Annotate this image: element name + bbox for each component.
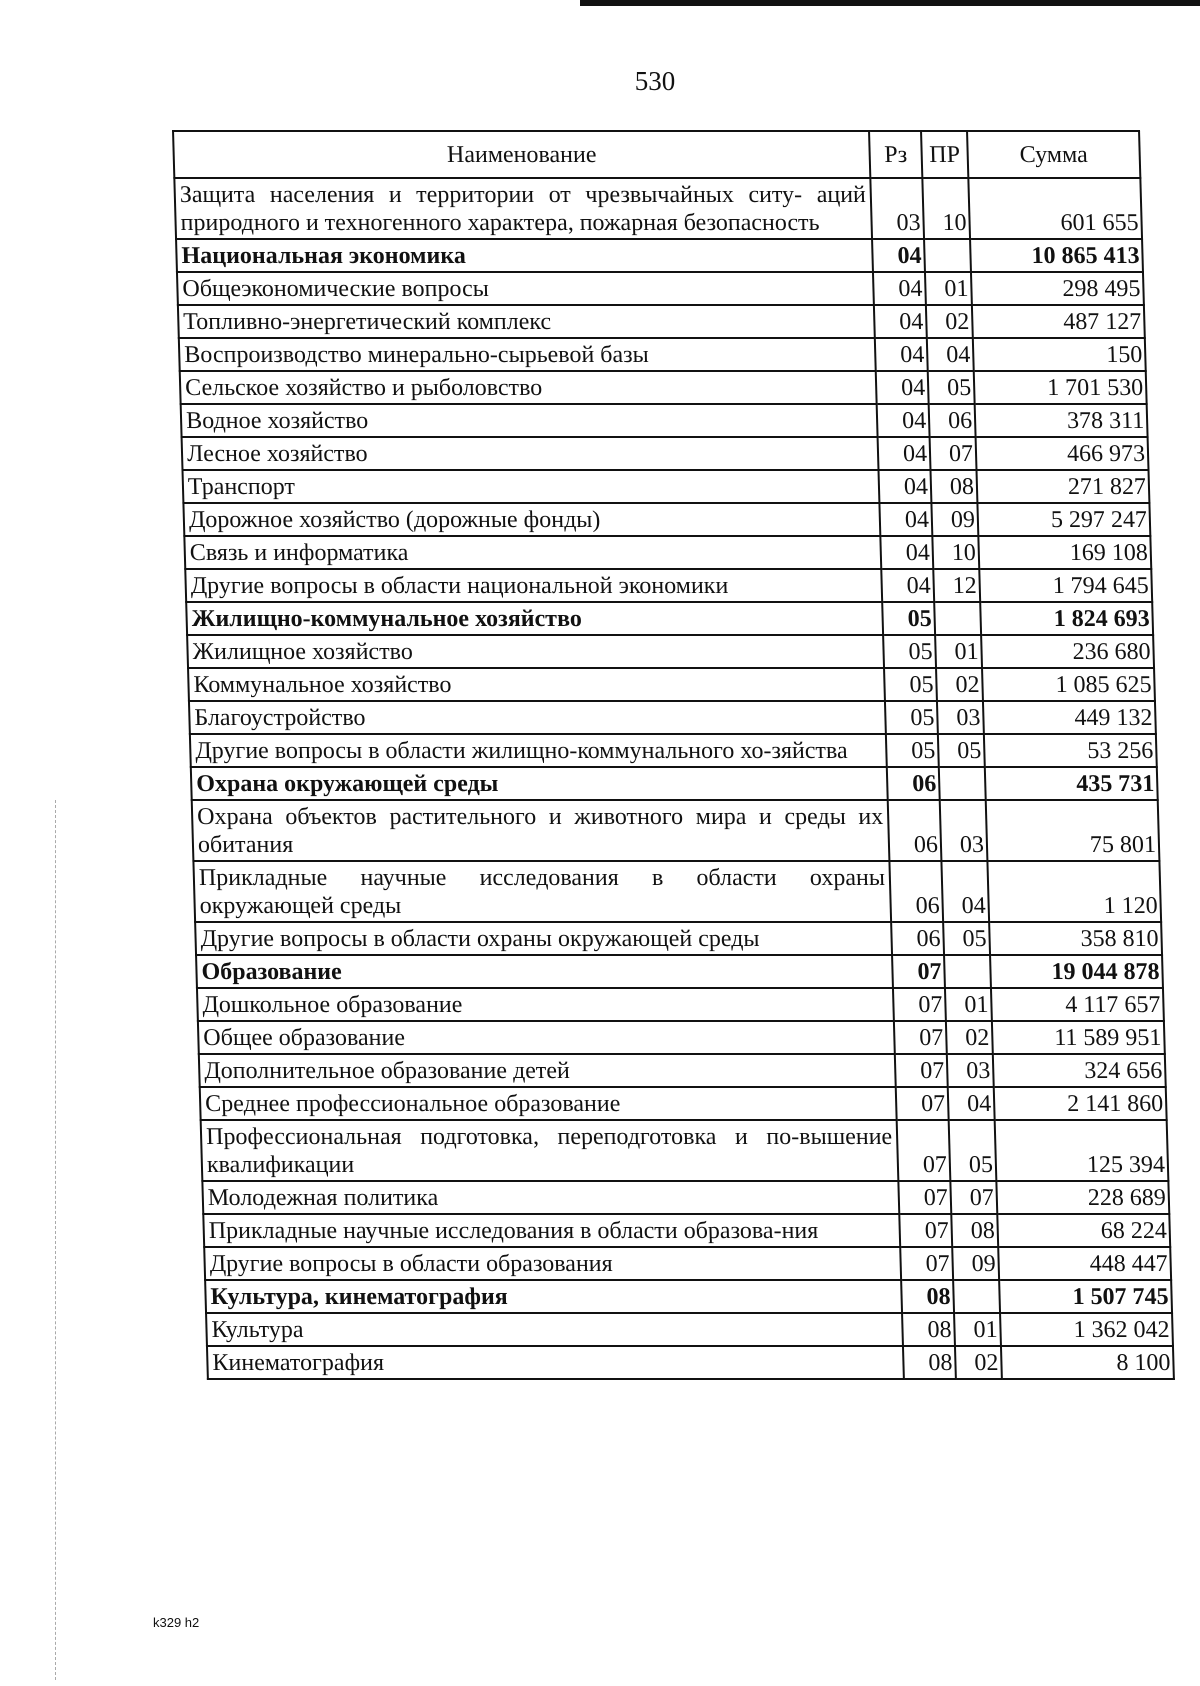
row-rz: 04 <box>873 272 926 305</box>
row-pr: 09 <box>931 503 978 536</box>
row-sum: 10 865 413 <box>970 239 1143 272</box>
row-sum: 601 655 <box>968 178 1142 239</box>
row-pr: 01 <box>925 272 972 305</box>
row-sum: 169 108 <box>978 536 1151 569</box>
row-name: Кинематография <box>207 1346 904 1379</box>
header-row <box>173 131 1140 178</box>
row-rz: 07 <box>899 1214 952 1247</box>
row-name: Прикладные научные исследования в области образова-ния <box>203 1214 900 1247</box>
row-pr: 03 <box>947 1054 994 1087</box>
row-pr: 05 <box>949 1120 997 1181</box>
row-name: Профессиональная подготовка, переподготовка и по-вышение квалификации <box>201 1120 899 1181</box>
table-row <box>181 404 1148 437</box>
header-sum: Сумма <box>967 131 1140 178</box>
row-sum: 448 447 <box>998 1247 1171 1280</box>
row-name: Образование <box>196 955 893 988</box>
table-row <box>195 922 1162 955</box>
row-pr <box>939 767 986 800</box>
row-name: Прикладные научные исследования в области охраны окружающей среды <box>193 861 891 922</box>
header-rz: Рз <box>869 131 922 178</box>
row-name: Топливно-энергетический комплекс <box>178 305 875 338</box>
row-sum: 236 680 <box>981 635 1154 668</box>
row-name: Защита населения и территории от чрезвычайных ситу- аций природного и техногенного характера, пожарная безопасность <box>174 178 872 239</box>
row-name: Другие вопросы в области национальной экономики <box>185 569 882 602</box>
row-name: Культура, кинематография <box>205 1280 902 1313</box>
table-row <box>207 1346 1174 1379</box>
header-name: Наименование <box>173 131 870 178</box>
row-pr: 12 <box>933 569 980 602</box>
row-rz: 07 <box>900 1247 953 1280</box>
row-name: Культура <box>206 1313 903 1346</box>
row-name: Жилищное хозяйство <box>187 635 884 668</box>
row-name: Дошкольное образование <box>197 988 894 1021</box>
row-sum: 1 794 645 <box>979 569 1152 602</box>
row-sum: 1 507 745 <box>999 1280 1172 1313</box>
row-rz: 07 <box>895 1054 948 1087</box>
row-name: Связь и информатика <box>184 536 881 569</box>
row-pr: 05 <box>938 734 985 767</box>
row-rz: 07 <box>893 988 946 1021</box>
row-name: Водное хозяйство <box>181 404 878 437</box>
row-rz: 06 <box>888 800 942 861</box>
row-sum: 125 394 <box>995 1120 1169 1181</box>
table-row <box>189 701 1156 734</box>
row-rz: 04 <box>881 569 934 602</box>
row-sum: 4 117 657 <box>991 988 1164 1021</box>
row-name: Сельское хозяйство и рыболовство <box>180 371 877 404</box>
row-rz: 04 <box>878 437 931 470</box>
row-pr: 09 <box>952 1247 999 1280</box>
header-pr: ПР <box>921 131 968 178</box>
row-sum: 5 297 247 <box>977 503 1150 536</box>
row-sum: 228 689 <box>996 1181 1169 1214</box>
table-row <box>179 338 1146 371</box>
table-row <box>201 1120 1169 1181</box>
row-sum: 378 311 <box>975 404 1148 437</box>
table-row <box>192 800 1160 861</box>
row-rz: 08 <box>903 1346 956 1379</box>
row-rz: 07 <box>894 1021 947 1054</box>
row-sum: 53 256 <box>984 734 1157 767</box>
row-pr: 04 <box>948 1087 995 1120</box>
row-pr: 03 <box>937 701 984 734</box>
row-pr <box>944 955 991 988</box>
row-sum: 2 141 860 <box>994 1087 1167 1120</box>
budget-table <box>172 130 1175 1380</box>
table-section-row <box>176 239 1143 272</box>
row-pr: 07 <box>930 437 977 470</box>
row-pr: 05 <box>943 922 990 955</box>
table-row <box>187 635 1154 668</box>
row-sum: 1 824 693 <box>980 602 1153 635</box>
row-sum: 8 100 <box>1001 1346 1174 1379</box>
row-rz: 04 <box>872 239 925 272</box>
table-row <box>190 734 1157 767</box>
row-name: Молодежная политика <box>202 1181 899 1214</box>
row-pr: 08 <box>930 470 977 503</box>
row-name: Благоустройство <box>189 701 886 734</box>
scan-margin-line <box>55 800 57 1680</box>
row-rz: 07 <box>897 1120 951 1181</box>
table-header <box>173 131 1140 178</box>
row-rz: 03 <box>870 178 924 239</box>
row-sum: 11 589 951 <box>992 1021 1165 1054</box>
table-row <box>180 371 1147 404</box>
row-name: Дополнительное образование детей <box>199 1054 896 1087</box>
row-sum: 298 495 <box>971 272 1144 305</box>
row-name: Жилищно-коммунальное хозяйство <box>186 602 883 635</box>
table-row <box>177 272 1144 305</box>
table-row <box>188 668 1155 701</box>
row-rz: 05 <box>883 635 936 668</box>
row-sum: 1 701 530 <box>974 371 1147 404</box>
row-rz: 06 <box>889 861 943 922</box>
row-rz: 04 <box>874 305 927 338</box>
row-rz: 04 <box>875 338 928 371</box>
row-pr: 06 <box>929 404 976 437</box>
table-row <box>178 305 1145 338</box>
row-name: Национальная экономика <box>176 239 873 272</box>
row-pr: 07 <box>950 1181 997 1214</box>
row-sum: 68 224 <box>997 1214 1170 1247</box>
row-rz: 05 <box>885 701 938 734</box>
row-pr: 01 <box>935 635 982 668</box>
row-rz: 04 <box>878 470 931 503</box>
row-pr <box>953 1280 1000 1313</box>
row-name: Другие вопросы в области образования <box>204 1247 901 1280</box>
row-name: Другие вопросы в области охраны окружающей среды <box>195 922 892 955</box>
row-name: Среднее профессиональное образование <box>200 1087 897 1120</box>
row-name: Другие вопросы в области жилищно-коммунального хо-зяйства <box>190 734 887 767</box>
table-row <box>203 1214 1170 1247</box>
row-pr: 03 <box>940 800 988 861</box>
row-rz: 06 <box>891 922 944 955</box>
table-row <box>193 861 1161 922</box>
row-pr: 05 <box>928 371 975 404</box>
row-name: Воспроизводство минерально-сырьевой базы <box>179 338 876 371</box>
row-rz: 07 <box>892 955 945 988</box>
row-sum: 449 132 <box>983 701 1156 734</box>
page-number: 530 <box>634 66 676 96</box>
table-section-row <box>191 767 1158 800</box>
row-rz: 04 <box>877 404 930 437</box>
row-pr: 02 <box>946 1021 993 1054</box>
row-pr: 01 <box>945 988 992 1021</box>
row-name: Охрана объектов растительного и животного мира и среды их обитания <box>192 800 890 861</box>
row-rz: 04 <box>876 371 929 404</box>
row-pr <box>924 239 971 272</box>
table-row <box>199 1054 1166 1087</box>
row-rz: 04 <box>880 536 933 569</box>
footer-mark: k329 h2 <box>153 1615 200 1630</box>
row-pr: 04 <box>927 338 974 371</box>
table-row <box>198 1021 1165 1054</box>
row-sum: 435 731 <box>985 767 1158 800</box>
row-rz: 07 <box>898 1181 951 1214</box>
row-name: Транспорт <box>182 470 879 503</box>
row-pr: 02 <box>955 1346 1002 1379</box>
row-rz: 06 <box>887 767 940 800</box>
row-name: Общеэкономические вопросы <box>177 272 874 305</box>
row-name: Дорожное хозяйство (дорожные фонды) <box>183 503 880 536</box>
row-sum: 75 801 <box>986 800 1160 861</box>
row-sum: 466 973 <box>976 437 1149 470</box>
table-row <box>174 178 1142 239</box>
table-row <box>206 1313 1173 1346</box>
row-rz: 08 <box>902 1313 955 1346</box>
table-section-row <box>205 1280 1172 1313</box>
table-row <box>182 470 1149 503</box>
row-sum: 1 085 625 <box>982 668 1155 701</box>
row-rz: 05 <box>884 668 937 701</box>
table-row <box>182 437 1149 470</box>
row-pr: 01 <box>954 1313 1001 1346</box>
row-sum: 150 <box>973 338 1146 371</box>
row-rz: 05 <box>882 602 935 635</box>
row-rz: 08 <box>901 1280 954 1313</box>
row-sum: 358 810 <box>989 922 1162 955</box>
row-sum: 324 656 <box>993 1054 1166 1087</box>
row-rz: 05 <box>886 734 939 767</box>
row-sum: 1 120 <box>987 861 1161 922</box>
row-pr: 10 <box>932 536 979 569</box>
row-pr: 08 <box>951 1214 998 1247</box>
row-name: Общее образование <box>198 1021 895 1054</box>
table-row <box>197 988 1164 1021</box>
table-row <box>184 536 1151 569</box>
table-section-row <box>186 602 1153 635</box>
table-row <box>185 569 1152 602</box>
scan-edge-bar <box>580 0 1200 6</box>
row-rz: 04 <box>879 503 932 536</box>
table-row <box>202 1181 1169 1214</box>
row-name: Охрана окружающей среды <box>191 767 888 800</box>
table-section-row <box>196 955 1163 988</box>
table-row <box>204 1247 1171 1280</box>
row-pr <box>934 602 981 635</box>
row-pr: 02 <box>926 305 973 338</box>
row-name: Коммунальное хозяйство <box>188 668 885 701</box>
table-body <box>174 178 1174 1379</box>
row-pr: 10 <box>922 178 970 239</box>
table-row <box>183 503 1150 536</box>
row-sum: 1 362 042 <box>1000 1313 1173 1346</box>
table-row <box>200 1087 1167 1120</box>
row-pr: 02 <box>936 668 983 701</box>
row-name: Лесное хозяйство <box>182 437 879 470</box>
row-pr: 04 <box>941 861 989 922</box>
row-sum: 487 127 <box>972 305 1145 338</box>
row-rz: 07 <box>896 1087 949 1120</box>
row-sum: 271 827 <box>976 470 1149 503</box>
row-sum: 19 044 878 <box>990 955 1163 988</box>
